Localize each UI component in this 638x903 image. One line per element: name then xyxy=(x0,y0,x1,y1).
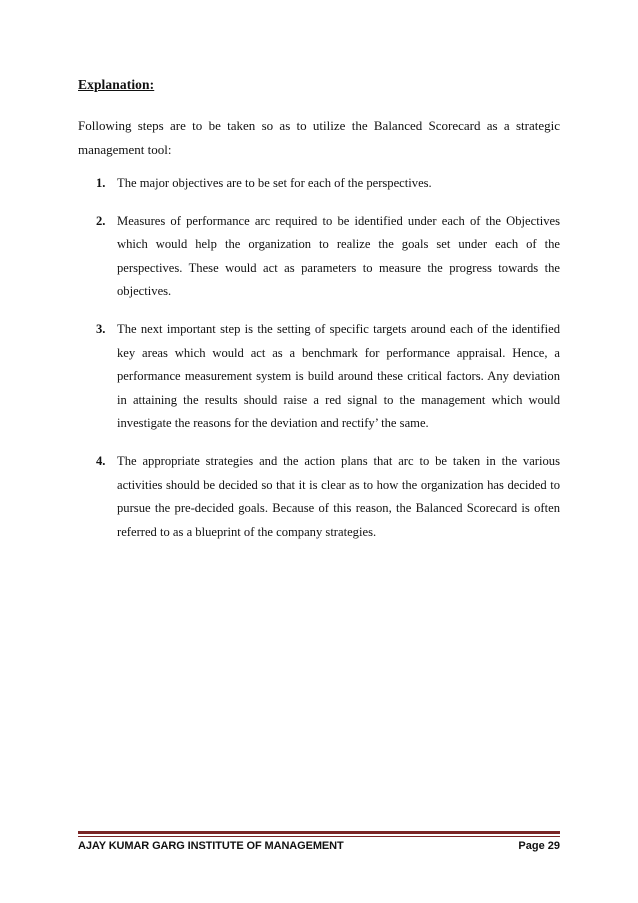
list-item-number: 4. xyxy=(96,453,106,468)
footer-institute-name: AJAY KUMAR GARG INSTITUTE OF MANAGEMENT xyxy=(78,840,344,852)
list-item xyxy=(78,172,560,196)
list-item-number: 3. xyxy=(96,321,106,336)
footer-page-number: Page 29 xyxy=(518,840,560,852)
list-item-number: 1. xyxy=(96,176,106,190)
list-item-number: 2. xyxy=(96,213,106,228)
list-item xyxy=(78,210,560,304)
list-item-text: The major objectives are to be set for each of the perspectives. xyxy=(117,176,432,190)
list-item-text: The next important step is the setting of specific targets around each of the identified key areas which would act as a benchmark for performance appraisal. Hence, a performance measurement system is build around these critical factors. Any deviation in attaining the results should raise a red signal to the management which would investigate the reasons for the deviation and rectify’ the same. xyxy=(117,321,560,431)
list-item xyxy=(78,318,560,436)
list-item-text: Measures of performance arc required to be identified under each of the Objectives which would help the organization to realize the goals set under each of the perspectives. These would act as parameters to measure the progress towards the objectives. xyxy=(117,213,560,299)
intro-paragraph: Following steps are to be taken so as to utilize the Balanced Scorecard as a strategic management tool: xyxy=(78,118,560,157)
section-heading: Explanation: xyxy=(78,77,155,92)
list-item-text: The appropriate strategies and the action plans that arc to be taken in the various activities should be decided so that it is clear as to how the organization has decided to pursue the pre-decided goals. Because of this reason, the Balanced Scorecard is often referred to as a blueprint of the company strategies. xyxy=(117,453,560,539)
footer-rule-thin xyxy=(78,836,560,837)
footer-rule-thick xyxy=(78,831,560,834)
steps-list xyxy=(78,172,560,544)
list-item xyxy=(78,450,560,544)
